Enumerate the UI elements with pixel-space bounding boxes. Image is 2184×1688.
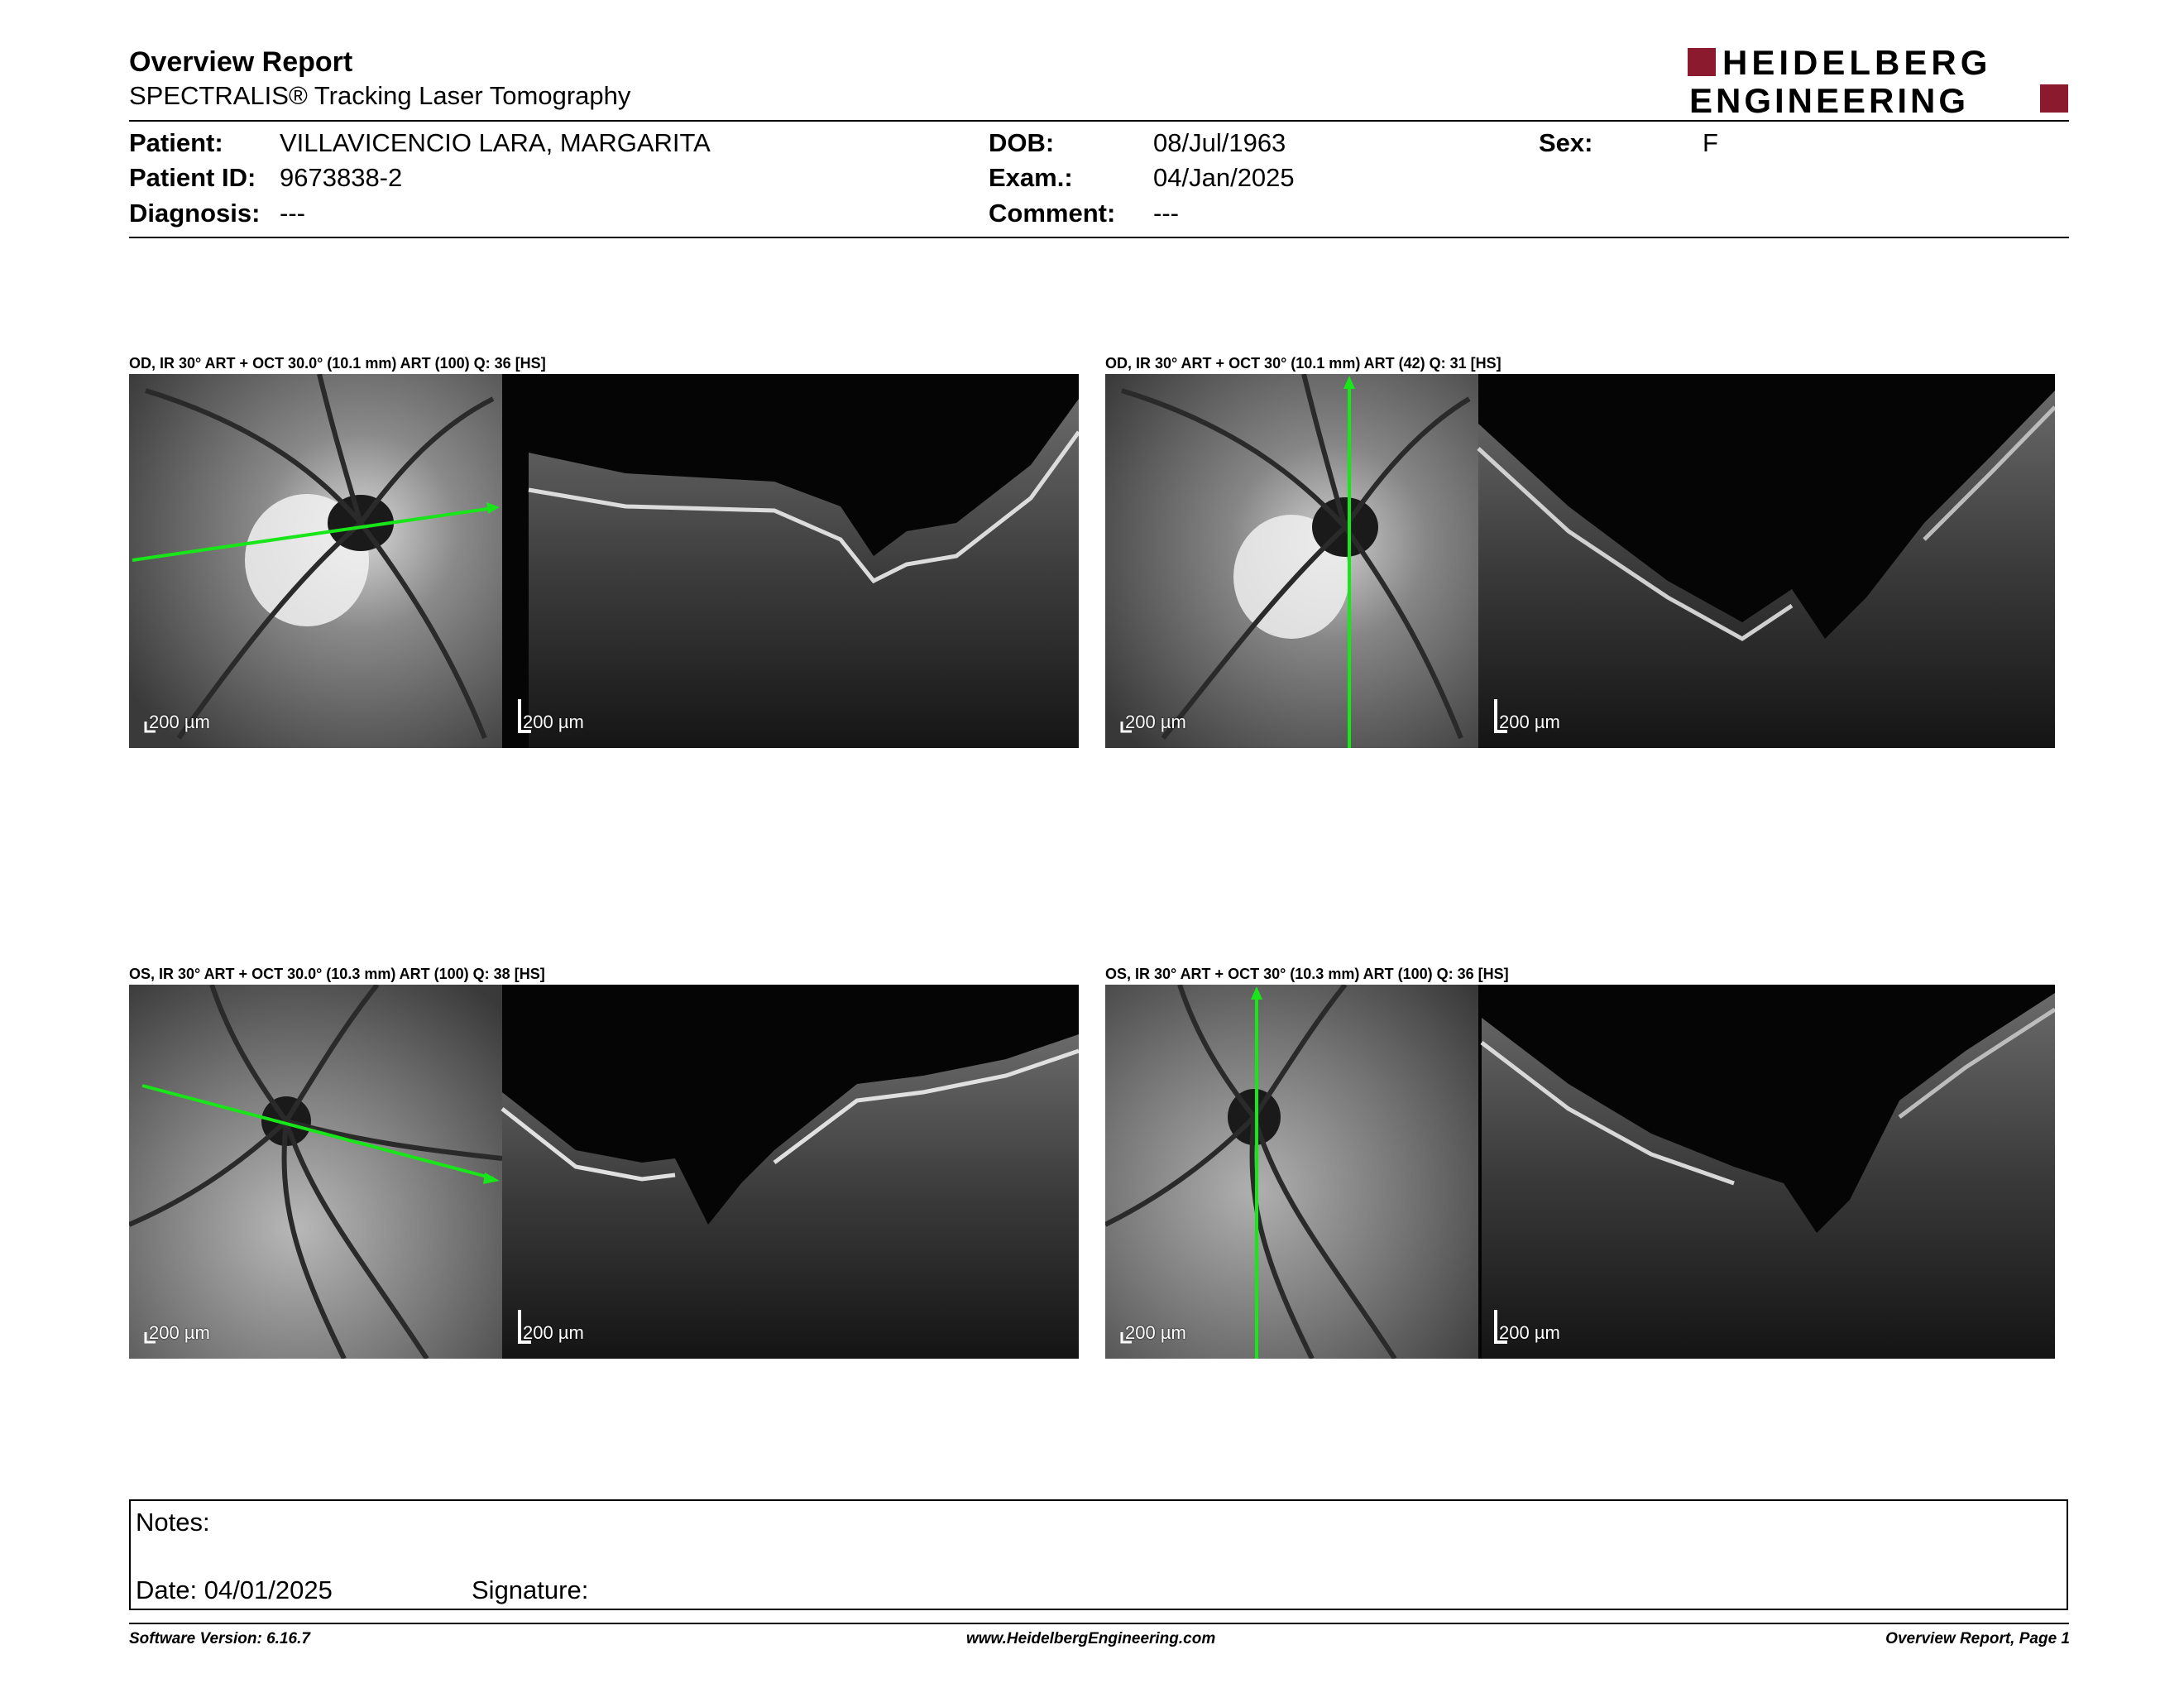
oct-scale-label: 200 µm bbox=[1499, 712, 1560, 732]
oct-scale-label: 200 µm bbox=[523, 712, 584, 732]
sex-label: Sex: bbox=[1539, 128, 1593, 157]
header-divider bbox=[129, 120, 2069, 122]
svg-text:ENGINEERING: ENGINEERING bbox=[1689, 81, 1970, 119]
fundus-image bbox=[1105, 985, 1478, 1359]
heidelberg-logo bbox=[1688, 43, 2070, 119]
scan-panel-od-vertical bbox=[1105, 374, 2055, 748]
oct-scale-label: 200 µm bbox=[1499, 1322, 1560, 1343]
signature-label: Signature: bbox=[472, 1575, 589, 1604]
report-title: Overview Report bbox=[129, 46, 353, 78]
notes-box bbox=[129, 1499, 2068, 1610]
diagnosis-label: Diagnosis: bbox=[129, 199, 261, 228]
sex-value: F bbox=[1703, 128, 1718, 157]
comment-value: --- bbox=[1153, 199, 1179, 228]
fundus-scale-label: 200 µm bbox=[1125, 712, 1186, 732]
page-label: Overview Report, Page 1 bbox=[1885, 1630, 2070, 1647]
comment-label: Comment: bbox=[989, 199, 1116, 228]
dob-value: 08/Jul/1963 bbox=[1153, 128, 1286, 157]
website-link[interactable]: www.HeidelbergEngineering.com bbox=[966, 1630, 1216, 1647]
oct-scale-label: 200 µm bbox=[523, 1322, 584, 1343]
dob-label: DOB: bbox=[989, 128, 1055, 157]
oct-bscan bbox=[502, 374, 1079, 748]
notes-label: Notes: bbox=[136, 1508, 210, 1537]
oct-bscan bbox=[502, 985, 1079, 1359]
fundus-image bbox=[129, 985, 502, 1359]
patient-id-value: 9673838-2 bbox=[280, 163, 403, 192]
scan-panel-os-horizontal bbox=[129, 985, 1079, 1359]
scan-title-os-horizontal: OS, IR 30° ART + OCT 30.0° (10.3 mm) ART (100) Q: 38 [HS] bbox=[129, 966, 545, 982]
scan-title-od-vertical: OD, IR 30° ART + OCT 30° (10.1 mm) ART (42) Q: 31 [HS] bbox=[1105, 355, 1502, 372]
patient-name: VILLAVICENCIO LARA, MARGARITA bbox=[280, 128, 711, 157]
oct-bscan bbox=[1478, 374, 2055, 748]
svg-text:HEIDELBERG: HEIDELBERG bbox=[1722, 43, 1992, 82]
exam-label: Exam.: bbox=[989, 163, 1073, 192]
patient-info-divider bbox=[129, 237, 2069, 238]
fundus-image bbox=[129, 374, 502, 748]
footer-divider bbox=[129, 1623, 2069, 1624]
scan-panel-os-vertical bbox=[1105, 985, 2055, 1359]
fundus-image bbox=[1105, 374, 1478, 748]
oct-bscan bbox=[1478, 985, 2055, 1359]
fundus-scale-label: 200 µm bbox=[1125, 1322, 1186, 1343]
date-label: Date: 04/01/2025 bbox=[136, 1575, 333, 1604]
scan-title-od-horizontal: OD, IR 30° ART + OCT 30.0° (10.1 mm) ART (100) Q: 36 [HS] bbox=[129, 355, 546, 372]
software-version: Software Version: 6.16.7 bbox=[129, 1630, 310, 1647]
fundus-scale-label: 200 µm bbox=[149, 1322, 210, 1343]
diagnosis-value: --- bbox=[280, 199, 305, 228]
patient-label: Patient: bbox=[129, 128, 223, 157]
patient-id-label: Patient ID: bbox=[129, 163, 256, 192]
exam-value: 04/Jan/2025 bbox=[1153, 163, 1295, 192]
scan-title-os-vertical: OS, IR 30° ART + OCT 30° (10.3 mm) ART (100) Q: 36 [HS] bbox=[1105, 966, 1509, 982]
scan-panel-od-horizontal bbox=[129, 374, 1079, 748]
fundus-scale-label: 200 µm bbox=[149, 712, 210, 732]
report-subtitle: SPECTRALIS® Tracking Laser Tomography bbox=[129, 81, 631, 110]
